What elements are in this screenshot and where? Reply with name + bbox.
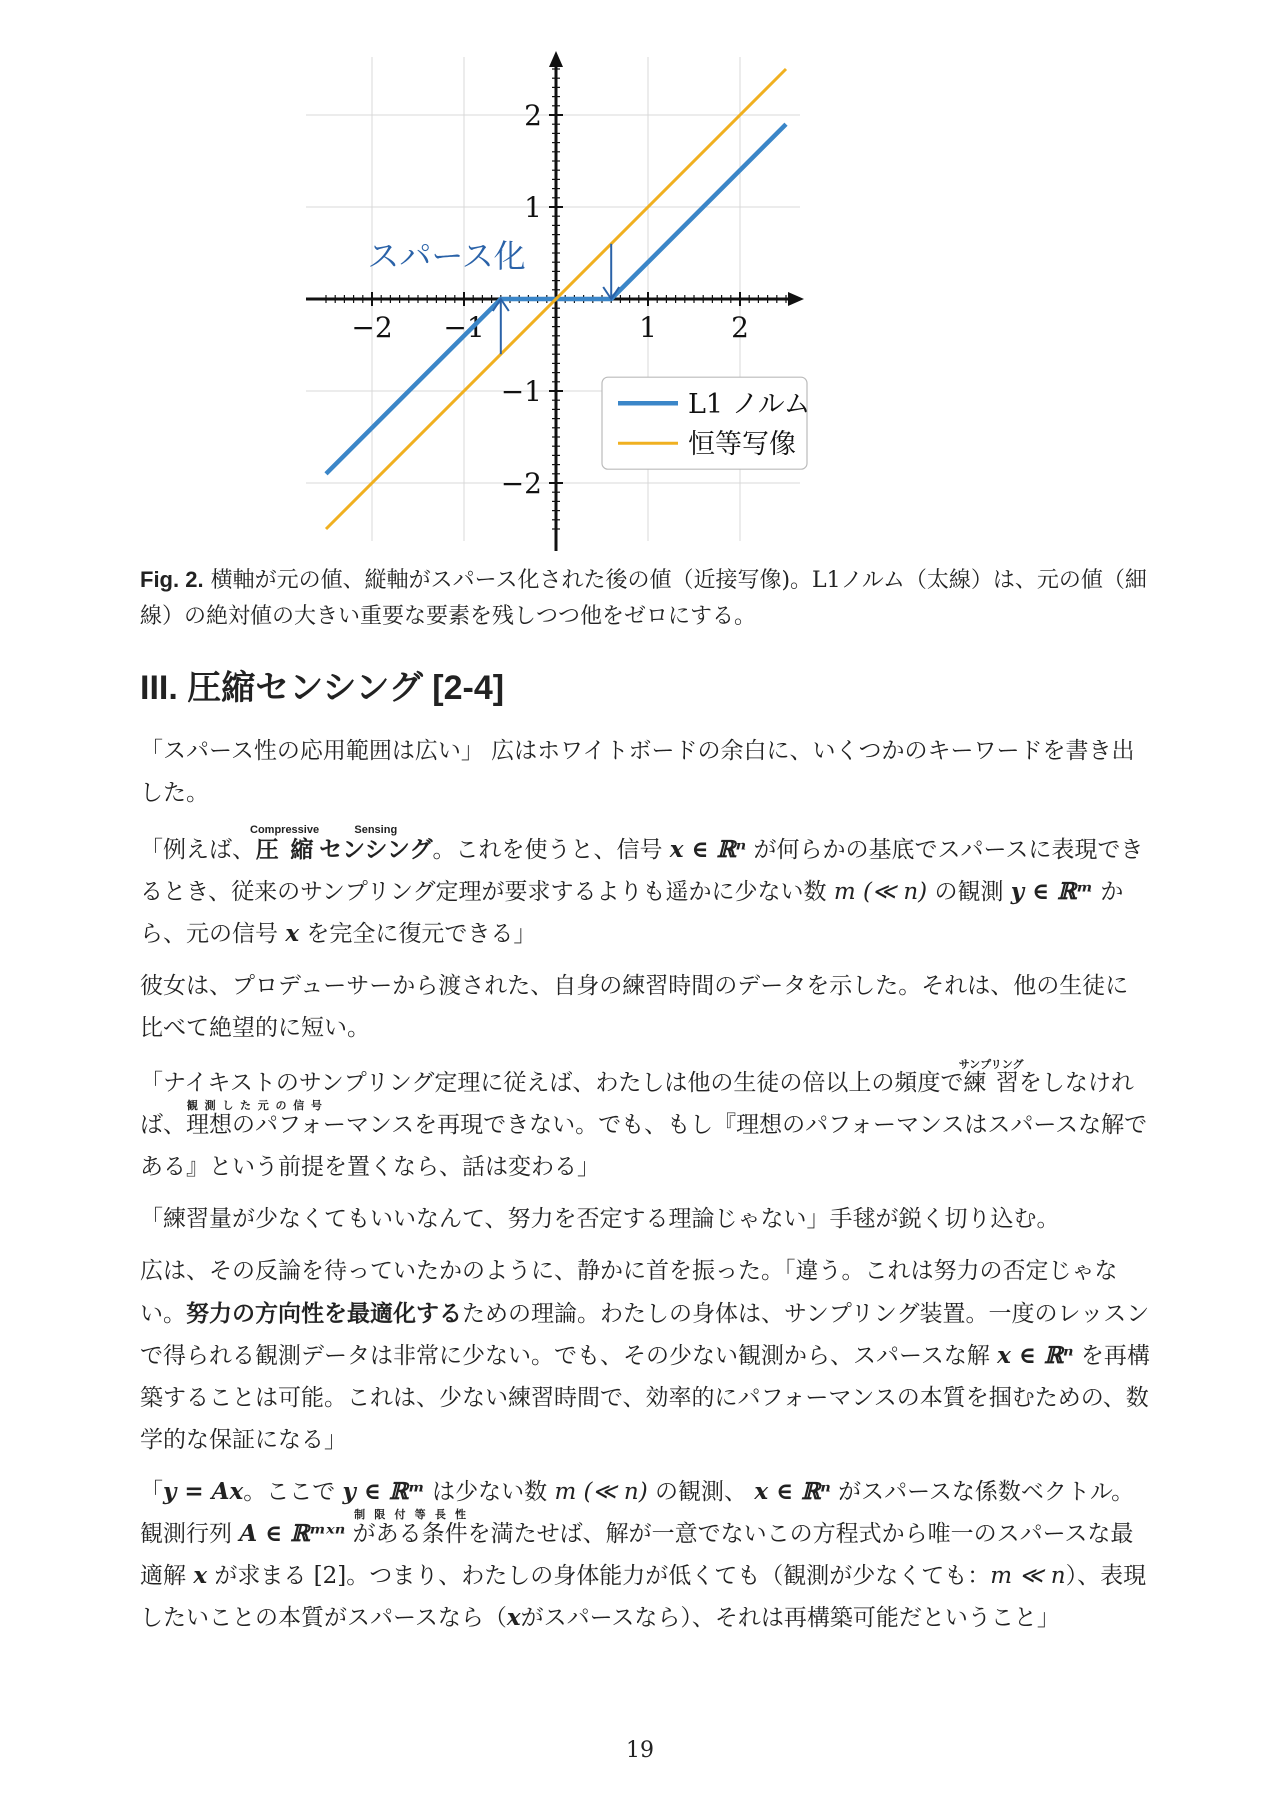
math-x: 𝒙 [285,920,300,947]
math-m-ll-n-plain: m ≪ n [990,1563,1066,1589]
p2-text-c: が何らかの基底でスパースに表現できるとき、従来のサンプリング定理が要求するよりも遥かに少ない数 [140,837,1144,905]
p2-text-b: 。これを使うと、信号 [432,837,663,863]
math-A-in-Rmn: 𝑨 ∈ ℝᵐˣⁿ [239,1520,346,1547]
x-tick-label: 2 [731,311,749,344]
p2-text-d: の観測 [934,879,1004,905]
p7-text-b: 。ここで [243,1479,336,1505]
figure-caption [140,562,1150,635]
math-x-2: 𝒙 [193,1562,208,1589]
paragraph-2 [140,824,1150,955]
p7-text-f: を満たせば、解が一意でないこの方程式から唯一のスパースな最適解 [140,1521,1134,1589]
p6-text-a: 広は、その反論を待っていたかのように、静かに首を振った。「違う。これは努力の否定じゃない。 [140,1258,1118,1327]
math-y-in-Rm: 𝒚 ∈ ℝᵐ [1010,878,1094,905]
y-tick-label: −1 [500,375,542,408]
page-number: 19 [626,1738,654,1763]
p2-text-f: を完全に復元できる」 [306,921,537,947]
p7-text-e: がスパースな係数ベクトル。観測行列 [140,1479,1135,1547]
math-y-eq-Ax: 𝒚 = 𝑨𝒙 [163,1478,244,1505]
math-y-in-Rm-2: 𝒚 ∈ ℝᵐ [342,1478,425,1505]
caption-label: Fig. 2. [140,567,204,592]
p7-text-g: が求まる [2]。つまり、わたしの身体能力が低くても（観測が少なくても： [214,1563,991,1589]
ruby-base-ideal: 理想のパフォ [186,1112,323,1138]
p7-text-d: の観測、 [655,1479,748,1505]
ruby-base-condition: がある条件 [352,1521,468,1547]
ruby-text-compressive: Compressive [250,824,320,836]
x-tick-label: −2 [351,311,393,344]
p7-text-i: がスパースなら）、それは再構築可能だということ」 [520,1605,1060,1631]
ruby-text-rip: 制 限 付 等 長 性 [352,1509,468,1521]
y-tick-label: 1 [524,191,542,224]
section-title: III. 圧縮センシング [2-4] [140,669,505,707]
y-tick-label: −2 [500,467,542,500]
paragraph-5: 「練習量が少なくてもいいなんて、努力を否定する理論じゃない」手毬が鋭く切り込む。 [140,1206,1060,1232]
p7-text-a: 「 [140,1479,163,1505]
math-m-ll-n-2: m (≪ n) [554,1479,648,1505]
p4-text-b: をしなければ、 [140,1070,1134,1138]
chart-svg [300,99,840,548]
figure-chart [300,99,840,552]
math-x-in-Rn: 𝒙 ∈ ℝⁿ [669,836,747,863]
x-axis-arrowhead [788,292,804,306]
p7-text-c: は少ない数 [432,1479,548,1505]
x-tick-label: 1 [639,311,657,344]
p4-text-a: 「ナイキストのサンプリング定理に従えば、わたしは他の生徒の倍以上の頻度で [140,1070,964,1096]
math-x-3: 𝒙 [506,1604,521,1631]
p4-text-c: ーマンスを再現できない。でも、もし『理想のパフォーマンスはスパースな解である』という前提を置くなら、話は変わる」 [140,1112,1148,1180]
ruby-base-sensing: センシング [319,836,433,862]
ruby-base-renshu: 練習 [958,1070,1024,1096]
math-x-in-Rn-3: 𝒙 ∈ ℝⁿ [754,1478,831,1505]
ruby-text-sensing: Sensing [319,824,433,836]
paragraph-7 [140,1471,1150,1639]
legend-label: 恒等写像 [688,429,796,461]
y-axis-arrowhead [549,51,563,67]
math-x-in-Rn-2: 𝒙 ∈ ℝⁿ [997,1342,1074,1369]
x-tick-label: −1 [443,311,485,344]
p6-bold-phrase: 努力の方向性を最適化する [186,1300,462,1326]
math-m-ll-n: m (≪ n) [833,879,928,905]
paragraph-4 [140,1059,1150,1188]
paragraph-3: 彼女は、プロデューサーから渡された、自身の練習時間のデータを示した。それは、他の生徒に比べて絶望的に短い。 [140,973,1129,1041]
ruby-base-compressive: 圧縮 [250,836,320,862]
p2-text-a: 「例えば、 [140,837,255,863]
caption-text: 横軸が元の値、縦軸がスパース化された後の値（近接写像)。L1ノルム（太線）は、元の値（細線）の絶対値の大きい重要な要素を残しつつ他をゼロにする。 [140,568,1147,629]
p2-bold-term [250,824,433,862]
body-text [140,730,1150,1649]
y-tick-label: 2 [524,99,542,132]
p6-text-c: を再構築することは可能。これは、少ない練習時間で、効率的にパフォーマンスの本質を掴むための、数学的な保証になる」 [140,1343,1150,1453]
legend-label: L1 ノルム [688,389,811,421]
ruby-text-sampling: サンプリング [958,1059,1024,1071]
p6-text-b: ための理論。わたしの身体は、サンプリング装置。一度のレッスンで得られる観測データは非常に少ない。でも、その少ない観測から、スパースな解 [140,1301,1150,1369]
paragraph-1: 「スパース性の応用範囲は広い」 広はホワイトボードの余白に、いくつかのキーワードを書き出した。 [140,738,1135,806]
p2-text-e: から、元の信号 [140,879,1124,947]
ruby-text-observed-signal: 観 測 し た 元 の 信 号 [186,1100,323,1112]
annotation-sparsify: スパース化 [367,236,526,275]
p7-text-h: ）、表現したいことの本質がスパースなら（ [140,1563,1147,1631]
paragraph-6 [140,1250,1150,1461]
